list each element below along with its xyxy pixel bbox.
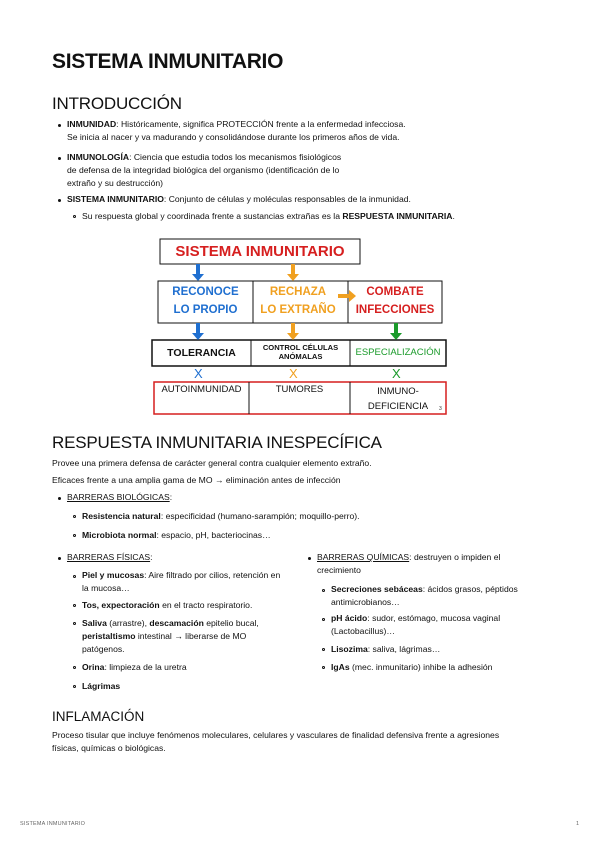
inespecifica-p1: Provee una primera defensa de carácter general contra cualquier elemento extraño. bbox=[52, 458, 372, 468]
bullet bbox=[58, 124, 61, 127]
barreras-fisicas-label: BARRERAS FÍSICAS: bbox=[67, 552, 153, 562]
intro-item-inmunologia: INMUNOLOGÍA: Ciencia que estudia todos los mecanismos fisiológicos de defensa de la integridad biológica del organismo (identificación de lo extraño y su destrucción) bbox=[67, 152, 342, 188]
inflamacion-text: Proceso tisular que incluye fenómenos moleculares, celulares y vasculares de finalidad defensiva frente a agresiones físicas, químicas o biológicas. bbox=[52, 730, 500, 753]
sub-bullet bbox=[73, 215, 76, 218]
arrow-down-icon bbox=[192, 323, 204, 340]
saliva-item: Saliva (arrastre), descamación epitelio bucal, peristaltismo intestinal → liberarse de MO patógenos. bbox=[82, 618, 259, 654]
bullet bbox=[58, 497, 61, 500]
page-number: 1 bbox=[576, 821, 580, 827]
bullet bbox=[58, 157, 61, 160]
diagram-rechaza: RECHAZA LO EXTRAÑO bbox=[260, 286, 336, 316]
sub-bullet bbox=[73, 534, 76, 537]
diagram-autoinmunidad: AUTOINMUNIDAD bbox=[161, 384, 242, 395]
diagram-combate: COMBATE INFECCIONES bbox=[355, 286, 435, 316]
footer-title: SISTEMA INMUNITARIO bbox=[20, 821, 86, 827]
secreciones-item: Secreciones sebáceas: ácidos grasos, péptidos antimicrobianos… bbox=[331, 584, 518, 607]
intro-heading: INTRODUCCIÓN bbox=[52, 94, 182, 113]
diagram-reconoce: RECONOCE LO PROPIO bbox=[172, 286, 239, 316]
x-mark-icon: X bbox=[392, 366, 401, 381]
resistencia-natural-item: Resistencia natural: especificidad (humano-sarampión; moquillo-perro). bbox=[82, 511, 360, 521]
intro-sub-item: Su respuesta global y coordinada frente a sustancias extrañas es la RESPUESTA INMUNITARIA. bbox=[82, 211, 455, 221]
diagram-control-celulas: CONTROL CÉLULAS ANÓMALAS bbox=[262, 343, 339, 361]
intro-item-inmunidad: INMUNIDAD: Históricamente, significa PROTECCIÓN frente a la enfermedad infecciosa. Se inicia al nacer y va madurando y consolidándose durante los primeros años de vida. bbox=[67, 119, 406, 142]
inflamacion-heading: INFLAMACIÓN bbox=[52, 709, 145, 724]
diagram-inmunodeficiencia: INMUNO- DEFICIENCIA bbox=[367, 386, 429, 412]
sub-bullet bbox=[73, 515, 76, 518]
sub-bullet bbox=[73, 622, 76, 625]
sub-bullet bbox=[322, 666, 325, 669]
ph-acido-item: pH ácido: sudor, estómago, mucosa vaginal (Lactobacillus)… bbox=[331, 613, 501, 636]
inespecifica-heading: RESPUESTA INMUNITARIA INESPECÍFICA bbox=[52, 433, 382, 452]
barreras-quimicas-label: BARRERAS QUÍMICAS: destruyen o impiden el crecimiento bbox=[317, 552, 501, 575]
orina-item: Orina: limpieza de la uretra bbox=[82, 662, 187, 672]
diagram-tolerancia: TOLERANCIA bbox=[167, 347, 236, 359]
sub-bullet bbox=[322, 589, 325, 592]
bullet bbox=[58, 557, 61, 560]
sub-bullet bbox=[322, 648, 325, 651]
sub-bullet bbox=[73, 575, 76, 578]
igas-item: IgAs (mec. inmunitario) inhibe la adhesión bbox=[331, 662, 493, 672]
x-mark-icon: X bbox=[194, 366, 203, 381]
sub-bullet bbox=[73, 666, 76, 669]
immune-system-diagram bbox=[150, 236, 450, 416]
microbiota-normal-item: Microbiota normal: espacio, pH, bacteriocinas… bbox=[82, 530, 271, 540]
x-mark-icon: X bbox=[289, 366, 298, 381]
lagrimas-item: Lágrimas bbox=[82, 681, 121, 691]
diagram-title: SISTEMA INMUNITARIO bbox=[175, 243, 345, 260]
page-title: SISTEMA INMUNITARIO bbox=[52, 50, 284, 73]
arrow-down-icon bbox=[287, 323, 299, 340]
diagram-footnote: 3 bbox=[439, 406, 442, 412]
piel-mucosas-item: Piel y mucosas: Aire filtrado por cilios, retención en la mucosa… bbox=[82, 570, 281, 593]
arrow-down-icon bbox=[287, 264, 299, 281]
sub-bullet bbox=[73, 604, 76, 607]
intro-item-sistema: SISTEMA INMUNITARIO: Conjunto de células y moléculas responsables de la inmunidad. bbox=[67, 194, 411, 204]
sub-bullet bbox=[73, 685, 76, 688]
diagram-especializacion: ESPECIALIZACIÓN bbox=[355, 347, 441, 358]
arrow-down-icon bbox=[192, 264, 204, 281]
diagram-tumores: TUMORES bbox=[275, 384, 324, 395]
barreras-biologicas-label: BARRERAS BIOLÓGICAS: bbox=[67, 492, 173, 502]
inespecifica-p2: Eficaces frente a una amplia gama de MO → eliminación antes de infección bbox=[52, 475, 341, 485]
tos-item: Tos, expectoración en el tracto respiratorio. bbox=[82, 600, 253, 610]
sub-bullet bbox=[322, 618, 325, 621]
arrow-down-icon bbox=[390, 323, 402, 340]
lisozima-item: Lisozima: saliva, lágrimas… bbox=[331, 644, 441, 654]
bullet bbox=[308, 557, 311, 560]
bullet bbox=[58, 199, 61, 202]
